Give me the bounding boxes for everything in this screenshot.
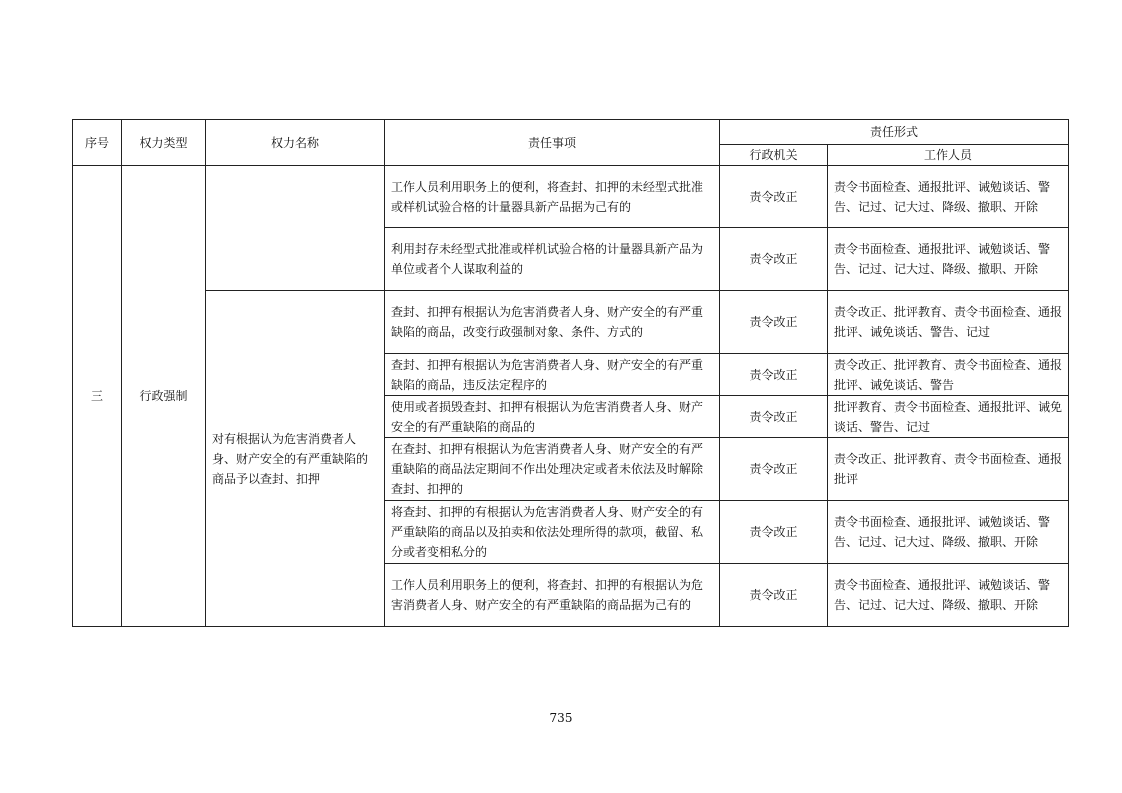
power-name-cell: 对有根据认为危害消费者人身、财产安全的有严重缺陷的商品予以查封、扣押 <box>206 291 385 627</box>
seq-cell: 三 <box>73 166 122 627</box>
agency-cell: 责令改正 <box>720 501 828 564</box>
staff-cell: 责令书面检查、通报批评、诫勉谈话、警告、记过、记大过、降级、撤职、开除 <box>828 166 1069 228</box>
matter-cell: 将查封、扣押的有根据认为危害消费者人身、财产安全的有严重缺陷的商品以及拍卖和依法处理所得的款项，截留、私分或者变相私分的 <box>385 501 720 564</box>
header-staff: 工作人员 <box>828 145 1069 166</box>
matter-cell: 利用封存未经型式批准或样机试验合格的计量器具新产品为单位或者个人谋取利益的 <box>385 228 720 291</box>
matter-cell: 工作人员利用职务上的便利，将查封、扣押的未经型式批准或样机试验合格的计量器具新产品据为己有的 <box>385 166 720 228</box>
power-name-cell-empty <box>206 166 385 291</box>
staff-cell: 责令书面检查、通报批评、诫勉谈话、警告、记过、记大过、降级、撤职、开除 <box>828 501 1069 564</box>
header-power-type: 权力类型 <box>122 120 206 166</box>
staff-cell: 责令书面检查、通报批评、诫勉谈话、警告、记过、记大过、降级、撤职、开除 <box>828 228 1069 291</box>
staff-cell: 责令书面检查、通报批评、诫勉谈话、警告、记过、记大过、降级、撤职、开除 <box>828 564 1069 627</box>
staff-cell: 批评教育、责令书面检查、通报批评、诫免谈话、警告、记过 <box>828 396 1069 438</box>
header-agency: 行政机关 <box>720 145 828 166</box>
agency-cell: 责令改正 <box>720 291 828 354</box>
matter-cell: 查封、扣押有根据认为危害消费者人身、财产安全的有严重缺陷的商品，违反法定程序的 <box>385 354 720 396</box>
responsibility-table <box>72 119 1069 627</box>
page-number: 735 <box>549 711 573 725</box>
header-responsibility-matter: 责任事项 <box>385 120 720 166</box>
staff-cell: 责令改正、批评教育、责令书面检查、通报批评 <box>828 438 1069 501</box>
table-row <box>73 291 1069 354</box>
matter-cell: 使用或者损毁查封、扣押有根据认为危害消费者人身、财产安全的有严重缺陷的商品的 <box>385 396 720 438</box>
header-power-name: 权力名称 <box>206 120 385 166</box>
header-responsibility-form: 责任形式 <box>720 120 1069 145</box>
staff-cell: 责令改正、批评教育、责令书面检查、通报批评、诫免谈话、警告、记过 <box>828 291 1069 354</box>
agency-cell: 责令改正 <box>720 564 828 627</box>
matter-cell: 在查封、扣押有根据认为危害消费者人身、财产安全的有严重缺陷的商品法定期间不作出处理决定或者未依法及时解除查封、扣押的 <box>385 438 720 501</box>
staff-cell: 责令改正、批评教育、责令书面检查、通报批评、诫免谈话、警告 <box>828 354 1069 396</box>
agency-cell: 责令改正 <box>720 396 828 438</box>
agency-cell: 责令改正 <box>720 166 828 228</box>
agency-cell: 责令改正 <box>720 438 828 501</box>
header-seq: 序号 <box>73 120 122 166</box>
matter-cell: 工作人员利用职务上的便利，将查封、扣押的有根据认为危害消费者人身、财产安全的有严重缺陷的商品据为己有的 <box>385 564 720 627</box>
table-row <box>73 166 1069 228</box>
agency-cell: 责令改正 <box>720 354 828 396</box>
matter-cell: 查封、扣押有根据认为危害消费者人身、财产安全的有严重缺陷的商品，改变行政强制对象、条件、方式的 <box>385 291 720 354</box>
agency-cell: 责令改正 <box>720 228 828 291</box>
power-type-cell: 行政强制 <box>122 166 206 627</box>
